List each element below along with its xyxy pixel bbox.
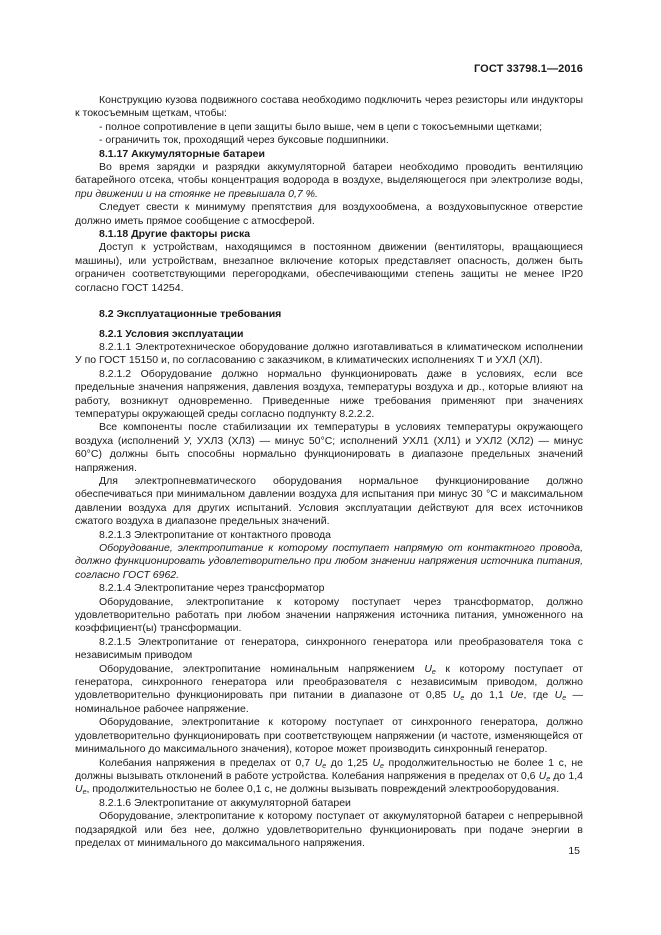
- paragraph: Оборудование, электропитание к которому поступает от синхронного генератора, должно удовлетворительно функционировать при соответствующем напряжении (и частоте, изменяющейся от минимального до максимального значения), которое может производить синхронный генератор.: [75, 716, 583, 756]
- symbol-U: U: [538, 769, 547, 782]
- paragraph: [75, 161, 583, 201]
- paragraph-text: до 1,1: [464, 689, 511, 702]
- symbol-U: U: [75, 783, 83, 796]
- paragraph: [75, 663, 583, 717]
- section-heading: 8.1.17 Аккумуляторные батареи: [99, 147, 265, 160]
- symbol-subscript: e: [380, 762, 384, 770]
- paragraph: [75, 757, 583, 797]
- paragraph-text: , продолжительностью не более 0,1 с, не должны вызывать повреждений электрооборудования.: [86, 783, 560, 796]
- paragraph-text: до 1,4: [550, 769, 583, 782]
- symbol-subscript: e: [546, 775, 551, 783]
- symbol-subscript: e: [562, 695, 567, 703]
- paragraph: Оборудование, электропитание к которому поступает через трансформатор, должно удовлетворительно работать при любом значении напряжения источника питания, умноженного на коэффициент(ы) трансформации.: [75, 595, 583, 635]
- subsection-title: 8.2.1.5 Электропитание от генератора, синхронного генератора или преобразователя тока с независимым приводом: [75, 635, 583, 662]
- document-standard-id: ГОСТ 33798.1—2016: [473, 63, 583, 75]
- paragraph-text: Колебания напряжения в пределах от 0,7: [99, 756, 315, 769]
- paragraph: Оборудование, электропитание к которому поступает напрямую от контактного провода, должно функционировать удовлетворительно при любом значении напряжения источника питания, согласно ГОСТ 6962.: [75, 542, 583, 581]
- paragraph: Следует свести к минимуму препятствия для воздухообмена, а воздуховыпускное отверстие должно иметь прямое сообщение с атмосферой.: [75, 201, 583, 227]
- symbol-subscript: e: [82, 789, 87, 797]
- paragraph-text: продолжительностью не более 1 с, не должны вызывать отклонений в работе устройства. Колебания напряжения в пределах от 0,6: [75, 756, 584, 782]
- paragraph: Для электропневматического оборудования нормальное функционирование должно обеспечиваться при минимальном давлении воздуха для испытания при минус 30 °С и максимальном давлении воздуха для других испытаний. Условия эксплуатации действуют для всех источников сжатого воздуха в диапазоне предельных значений.: [75, 474, 583, 528]
- paragraph: 8.2.1.1 Электротехническое оборудование должно изготавливаться в климатическом исполнении У по ГОСТ 15150 и, по согласованию с заказчиком, в климатических исполнениях Т и УХЛ (ХЛ).: [75, 340, 583, 367]
- paragraph: Доступ к устройствам, находящимся в постоянном движении (вентиляторы, вращающиеся машины), или устройствам, внезапное включение которых представляет опасность, должен быть ограничен соответствующими перегородками, обеспечивающими степень защиты не менее IP20 согласно ГОСТ 14254.: [75, 241, 583, 294]
- paragraph-text: — номинальное рабочее напряжение.: [75, 689, 584, 715]
- paragraph: 8.2.1.2 Оборудование должно нормально функционировать даже в условиях, если все предельные значения напряжения, давления воздуха, температуры воздуха и др., которые влияют на работу, возникнут одновременно. Приведенные ниже требования применяют при значениях температуры окружающей среды согласно подпункту 8.2.2.2.: [75, 367, 583, 420]
- subsection-title: 8.2.1.4 Электропитание через трансформатор: [99, 582, 325, 595]
- section-heading: 8.2 Эксплуатационные требования: [99, 308, 282, 321]
- paragraph-italic-text: при движении и на стоянке не превышала 0,7 %.: [75, 187, 318, 200]
- paragraph-text: Во время зарядки и разрядки аккумуляторной батареи необходимо проводить вентиляцию батарейного отсека, чтобы концентрация водорода в воздухе, выделяющегося при электролизе воды,: [75, 161, 583, 187]
- paragraph-text: Оборудование, электропитание номинальным напряжением: [99, 662, 425, 675]
- symbol-U: U: [452, 689, 461, 702]
- symbol-U: U: [314, 756, 323, 769]
- list-item: - полное сопротивление в цепи защиты было выше, чем в цепи с токосъемными щетками;: [99, 120, 542, 133]
- subsection-title: 8.2.1.6 Электропитание от аккумуляторной батареи: [99, 796, 351, 809]
- symbol-subscript: e: [431, 668, 436, 676]
- symbol-subscript: e: [460, 695, 465, 703]
- document-body: [75, 94, 583, 850]
- paragraph-text: к которому поступает от генератора, синхронного генератора или преобразователя с независимым приводом, должно удовлетворительно функционировать при питании в диапазоне от 0,85: [75, 662, 584, 702]
- paragraph-text: до 1,25: [326, 756, 373, 769]
- symbol-Ue: Ue: [510, 689, 524, 702]
- paragraph: Конструкцию кузова подвижного состава необходимо подключить через резисторы или индукторы к токосъемным щеткам, чтобы:: [75, 94, 583, 120]
- paragraph-text: , где: [523, 689, 555, 702]
- symbol-subscript: e: [322, 762, 327, 770]
- symbol-U: U: [424, 662, 432, 675]
- list-item: - ограничить ток, проходящий через буксовые подшипники.: [99, 134, 389, 147]
- paragraph: Оборудование, электропитание к которому поступает от аккумуляторной батареи с непрерывной подзарядкой или без нее, должно удовлетворительно функционировать при подаче энергии в пределах от минимального до максимального напряжения.: [75, 810, 583, 849]
- section-heading: 8.1.18 Другие факторы риска: [99, 228, 251, 241]
- paragraph: Все компоненты после стабилизации их температуры в условиях температуры окружающего воздуха (исполнений У, УХЛ3 (ХЛ3) — минус 50°С; исполнений УХЛ1 (ХЛ1) и УХЛ2 (ХЛ2) — минус 60°С) должны быть способны нормально функционировать в диапазоне предельных значений напряжения.: [75, 421, 583, 474]
- section-heading: 8.2.1 Условия эксплуатации: [99, 327, 244, 340]
- subsection-title: 8.2.1.3 Электропитание от контактного провода: [99, 528, 332, 541]
- symbol-U: U: [372, 756, 381, 769]
- page-number: 15: [568, 845, 580, 857]
- symbol-U: U: [554, 689, 563, 702]
